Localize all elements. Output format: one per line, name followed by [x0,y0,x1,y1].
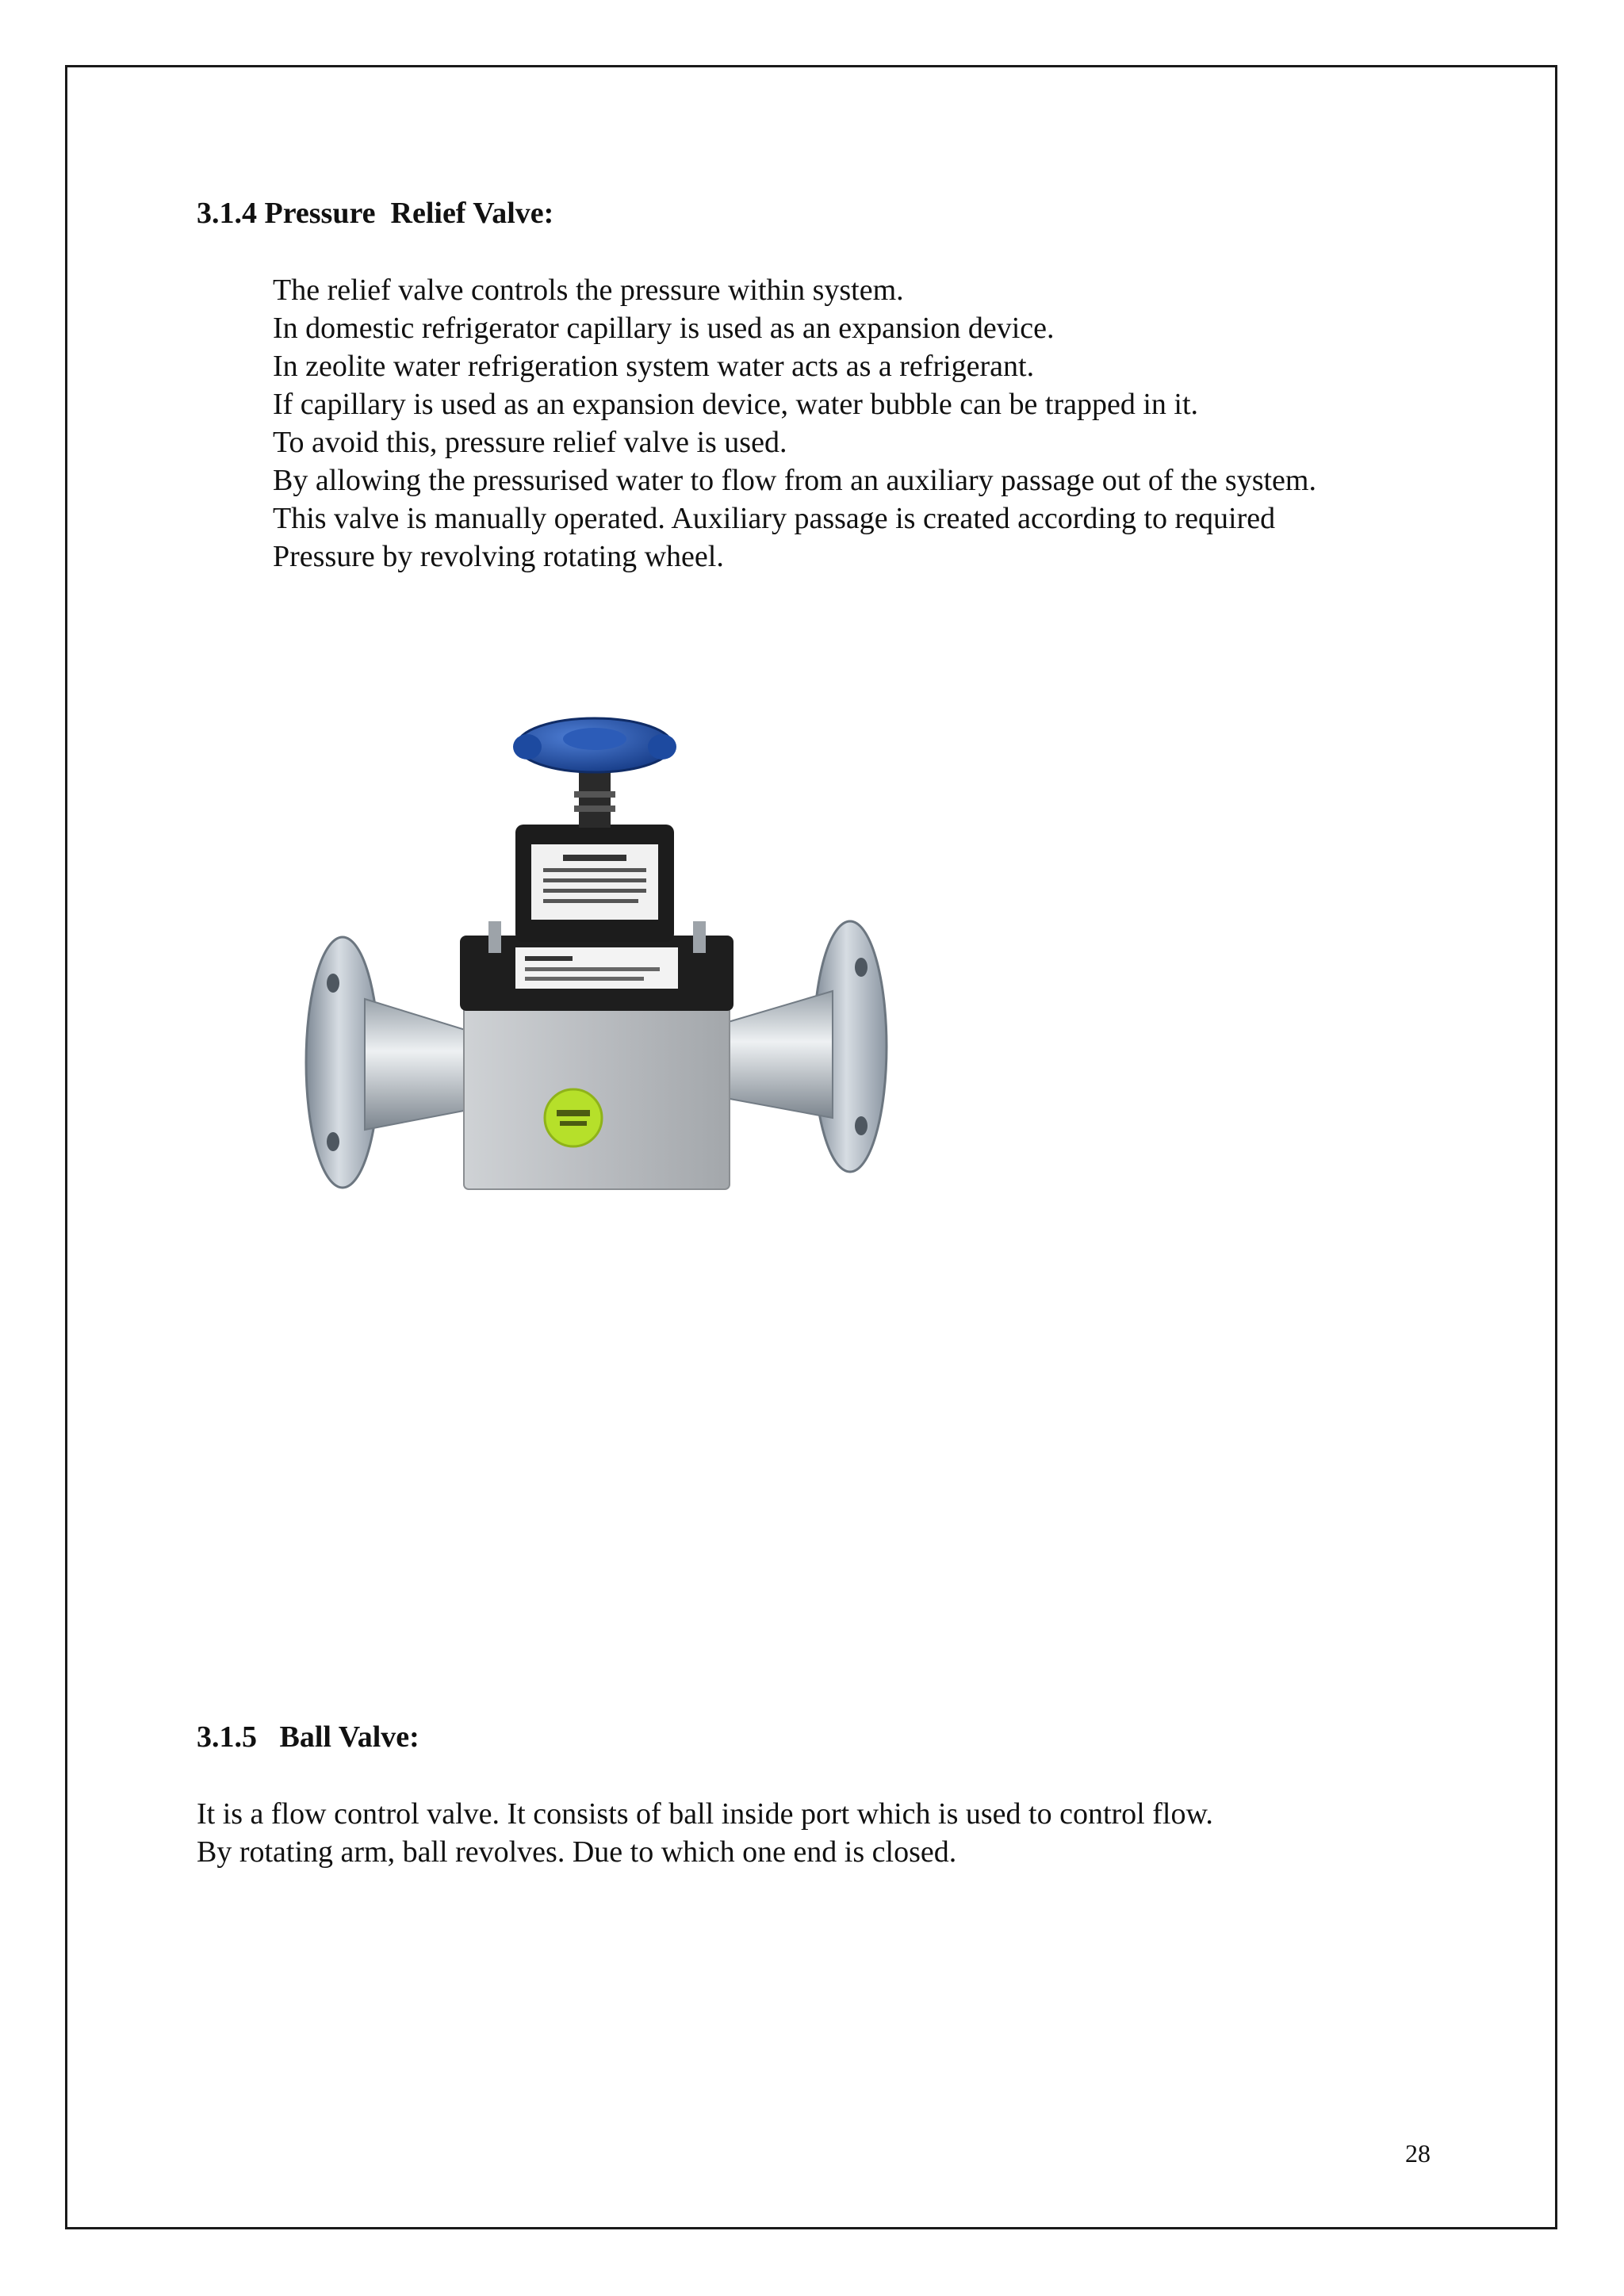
body-line: In domestic refrigerator capillary is used as an expansion device. [273,312,1055,345]
body-line: It is a flow control valve. It consists of ball inside port which is used to control flow. [197,1797,1213,1831]
body-line: By allowing the pressurised water to flow from an auxiliary passage out of the system. [273,464,1316,497]
page-number: 28 [1405,2139,1431,2168]
section-heading-pressure-relief-valve: 3.1.4 Pressure Relief Valve: [197,197,554,230]
section-body-pressure-relief-valve [273,271,1316,576]
body-line: This valve is manually operated. Auxiliary passage is created according to required [273,502,1276,535]
body-line: To avoid this, pressure relief valve is used. [273,426,787,459]
section-heading-ball-valve: 3.1.5 Ball Valve: [197,1720,419,1754]
pressure-relief-valve-photo [301,698,904,1269]
body-line: If capillary is used as an expansion device, water bubble can be trapped in it. [273,388,1199,421]
section-body-ball-valve [197,1795,1213,1871]
body-line: Pressure by revolving rotating wheel. [273,540,724,573]
body-line: In zeolite water refrigeration system water acts as a refrigerant. [273,350,1035,383]
body-line: The relief valve controls the pressure within system. [273,274,904,307]
body-line: By rotating arm, ball revolves. Due to which one end is closed. [197,1835,957,1869]
